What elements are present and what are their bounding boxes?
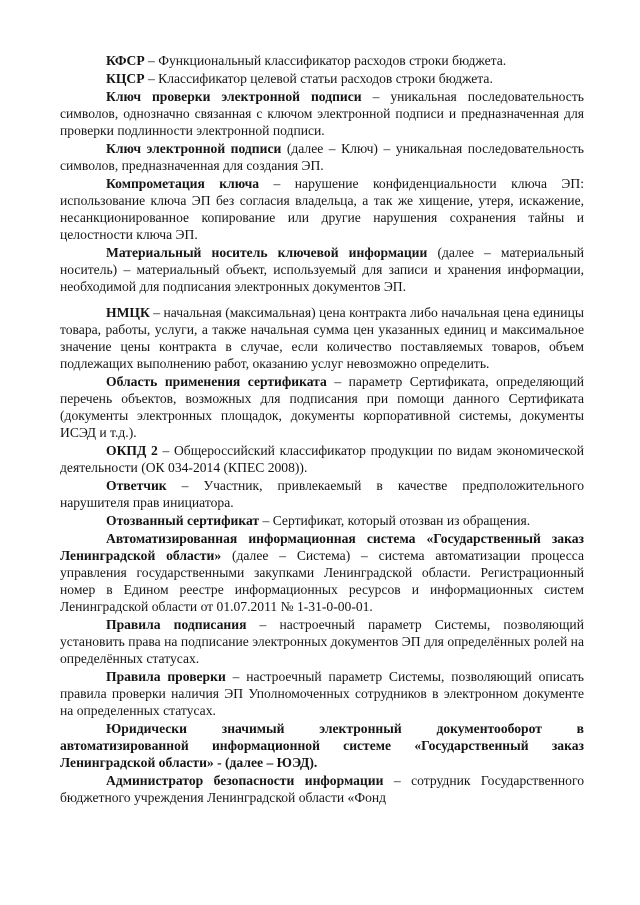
definition: – Сертификат, который отозван из обращения. bbox=[259, 513, 531, 528]
definition-verification-key bbox=[60, 88, 584, 139]
definition: (далее – Ключ) – уникальная последовательность символов, предназначенная для создания ЭП. bbox=[60, 141, 584, 173]
term: Материальный носитель ключевой информации bbox=[106, 245, 428, 260]
definition: – сотрудник Государственного бюджетного учреждения Ленинградской области «Фонд bbox=[60, 773, 584, 805]
term: ОКПД 2 bbox=[106, 443, 158, 458]
definition-certificate-scope bbox=[60, 373, 584, 441]
definition: – Участник, привлекаемый в качестве предположительного нарушителя прав инициатора. bbox=[60, 478, 584, 510]
definition-revoked-certificate bbox=[60, 512, 584, 529]
definition-kfsr bbox=[60, 52, 584, 69]
definition-material-carrier bbox=[60, 244, 584, 295]
definition-security-admin bbox=[60, 772, 584, 806]
definition-defendant bbox=[60, 477, 584, 511]
definition: – параметр Сертификата, определяющий перечень объектов, возможных для подписания при помощи данного Сертификата (документы электронных площадок, документы корпоративной системы, документы ИСЭД и т.д.). bbox=[60, 374, 584, 440]
term: КФСР bbox=[106, 53, 145, 68]
term: НМЦК bbox=[106, 305, 150, 320]
term: Ответчик bbox=[106, 478, 167, 493]
term: Юридически значимый электронный документооборот в автоматизированной информационной системе «Государственный заказ Ленинградской области» - (далее – ЮЭД). bbox=[60, 721, 584, 770]
document-page bbox=[60, 52, 584, 807]
definition: (далее – Система) – система автоматизации процесса управления государственными закупками Ленинградской области. Регистрационный номер в Едином реестре информационных ресурсов и информационных систем Ленинградской области от 01.07.2011 № 1-31-0-00-01. bbox=[60, 548, 584, 614]
definition-system bbox=[60, 530, 584, 615]
definition: – Классификатор целевой статьи расходов строки бюджета. bbox=[144, 71, 493, 86]
term: Отозванный сертификат bbox=[106, 513, 260, 528]
definition-yued bbox=[60, 720, 584, 771]
definition-key-compromise bbox=[60, 175, 584, 243]
term: Компрометация ключа bbox=[106, 176, 260, 191]
definition-kcsr bbox=[60, 70, 584, 87]
definition: – Функциональный классификатор расходов строки бюджета. bbox=[144, 53, 507, 68]
definition-signature-key bbox=[60, 140, 584, 174]
definition: – Общероссийский классификатор продукции по видам экономической деятельности (ОК 034-2014 (КПЕС 2008)). bbox=[60, 443, 584, 475]
definition: – нарушение конфиденциальности ключа ЭП: использование ключа ЭП без согласия владельца, а так же хищение, утеря, искажение, несанкционированное копирование или другие нарушения сохранения тайны и целостности ключа ЭП. bbox=[60, 176, 584, 242]
term: Администратор безопасности информации bbox=[106, 773, 384, 788]
definition-verification-rules bbox=[60, 668, 584, 719]
term: Автоматизированная информационная система «Государственный заказ Ленинградской области» bbox=[60, 531, 584, 563]
term: Правила проверки bbox=[106, 669, 226, 684]
term: Правила подписания bbox=[106, 617, 247, 632]
definition-nmck bbox=[60, 304, 584, 372]
definition: (далее – материальный носитель) – материальный объект, используемый для записи и хранения информации, необходимой для подписания электронных документов ЭП. bbox=[60, 245, 584, 294]
term: Область применения сертификата bbox=[106, 374, 327, 389]
term: Ключ электронной подписи bbox=[106, 141, 282, 156]
definition: – настроечный параметр Системы, позволяющий описать правила проверки наличия ЭП Уполномоченных сотрудников в электронном документе на определенных статусах. bbox=[60, 669, 584, 718]
term: КЦСР bbox=[106, 71, 145, 86]
term: Ключ проверки электронной подписи bbox=[106, 89, 362, 104]
definition: – настроечный параметр Системы, позволяющий установить права на подписание электронных документов ЭП для определённых ролей на определённых статусах. bbox=[60, 617, 584, 666]
definition-signing-rules bbox=[60, 616, 584, 667]
definition: – начальная (максимальная) цена контракта либо начальная цена единицы товара, работы, услуги, а также начальная сумма цен указанных единиц и максимальное значение цены контракта в случае, если количество поставляемых товаров, объем подлежащих выполнению работ, оказанию услуг невозможно определить. bbox=[60, 305, 584, 371]
definition: – уникальная последовательность символов, однозначно связанная с ключом электронной подписи и предназначенная для проверки подлинности электронной подписи. bbox=[60, 89, 584, 138]
definition-okpd2 bbox=[60, 442, 584, 476]
